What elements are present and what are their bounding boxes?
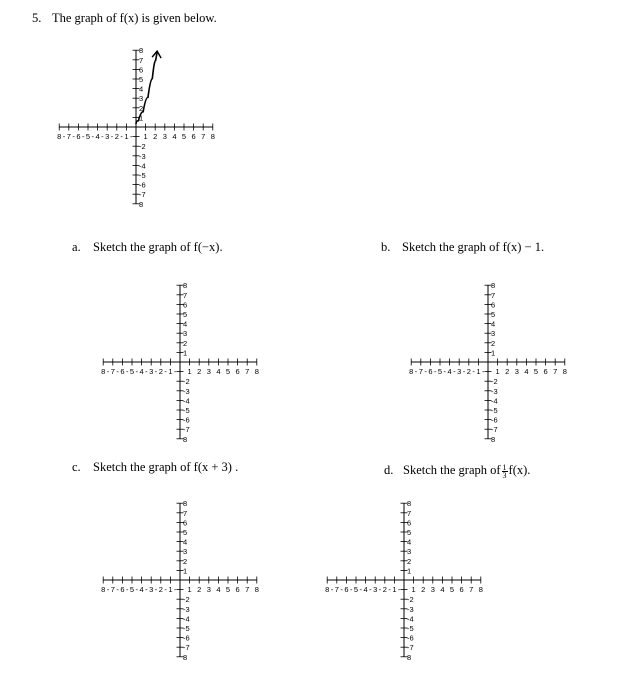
x-tick-dash: -	[349, 585, 353, 594]
x-tick-dash: -	[106, 367, 110, 376]
x-tick-label: 5	[129, 367, 135, 376]
x-tick-label: 2	[505, 367, 510, 376]
x-tick-dash: -	[135, 585, 139, 594]
x-tick-label: 3	[162, 132, 167, 141]
fraction-numerator: 1	[502, 462, 507, 472]
x-tick-dash: -	[369, 585, 372, 594]
x-tick-label: 4	[172, 132, 177, 141]
y-tick-label: 2	[183, 338, 188, 348]
y-tick-label: 4	[183, 537, 188, 547]
y-tick-label: 8	[139, 199, 144, 209]
x-tick-label: 6	[235, 367, 240, 376]
part-b-text: Sketch the graph of f(x) − 1.	[402, 240, 545, 254]
x-tick-dash: -	[72, 132, 75, 141]
y-tick-label: -5	[183, 406, 190, 415]
x-tick-label: 8	[254, 585, 259, 594]
x-tick-dash: -	[145, 367, 148, 376]
x-tick-dash: -	[443, 367, 447, 376]
x-tick-label: 1	[187, 367, 192, 376]
x-tick-label: 4	[363, 585, 368, 594]
x-tick-label: 4	[139, 367, 144, 376]
x-tick-label: 4	[447, 367, 452, 376]
x-tick-dash: -	[414, 367, 418, 376]
y-tick-label: 7	[139, 55, 144, 65]
y-tick-label: -6	[407, 633, 414, 643]
y-tick-label: 1	[183, 566, 188, 576]
part-a-letter: a.	[72, 240, 81, 254]
x-tick-label: 8	[57, 132, 62, 141]
x-tick-dash: -	[397, 585, 401, 594]
x-tick-dash: -	[481, 367, 485, 376]
y-tick-label: -2	[407, 595, 414, 605]
x-tick-label: 6	[235, 585, 240, 594]
x-tick-label: 2	[382, 585, 387, 594]
y-tick-label: 1	[491, 348, 496, 358]
x-tick-dash: -	[116, 585, 119, 594]
x-tick-label: 2	[158, 585, 163, 594]
x-tick-label: 5	[533, 367, 539, 376]
x-tick-dash: -	[388, 585, 391, 594]
fraction-denominator: 3	[502, 470, 507, 480]
one-third-fraction	[502, 464, 508, 479]
x-tick-dash: -	[62, 132, 66, 141]
y-tick-label: 8	[407, 499, 412, 509]
x-tick-label: 5	[129, 585, 135, 594]
part-d-text	[403, 463, 530, 479]
x-tick-dash: -	[340, 585, 343, 594]
y-tick-label: -7	[183, 425, 190, 435]
x-tick-label: 8	[562, 367, 567, 376]
y-tick-label: -7	[407, 643, 414, 653]
y-tick-label: 7	[407, 508, 412, 518]
y-tick-label: -4	[183, 614, 190, 624]
x-tick-dash: -	[472, 367, 475, 376]
coordinate-grid-d	[314, 485, 494, 665]
y-tick-label: 5	[183, 528, 188, 537]
y-tick-label: -4	[139, 161, 146, 171]
x-tick-label: 6	[428, 367, 433, 376]
y-tick-label: -5	[183, 624, 190, 633]
y-tick-label: 3	[183, 547, 188, 557]
y-tick-label: -4	[407, 614, 414, 624]
x-tick-label: 2	[466, 367, 471, 376]
y-tick-label: 1	[183, 348, 188, 358]
y-tick-label: 7	[491, 290, 496, 300]
x-tick-label: 8	[101, 585, 106, 594]
x-tick-label: 8	[478, 585, 483, 594]
y-tick-label: 2	[139, 103, 144, 113]
x-tick-dash: -	[110, 132, 114, 141]
y-tick-label: 6	[183, 300, 188, 310]
x-tick-label: 6	[543, 367, 548, 376]
x-tick-dash: -	[145, 585, 148, 594]
x-tick-label: 3	[149, 367, 154, 376]
y-tick-label: 7	[183, 508, 188, 518]
y-tick-label: 4	[491, 319, 496, 329]
y-tick-label: -4	[491, 396, 498, 406]
y-tick-label: -3	[491, 386, 498, 396]
x-tick-label: 5	[437, 367, 443, 376]
x-tick-dash: -	[330, 585, 334, 594]
y-tick-label: -4	[183, 396, 190, 406]
x-tick-label: 7	[245, 367, 250, 376]
x-tick-dash: -	[164, 367, 167, 376]
coordinate-grid-a	[90, 267, 270, 447]
y-tick-label: 3	[139, 94, 144, 104]
x-tick-dash: -	[116, 367, 119, 376]
y-tick-label: -7	[183, 643, 190, 653]
x-tick-label: 6	[120, 367, 125, 376]
x-tick-dash: -	[81, 132, 85, 141]
y-tick-label: 5	[491, 310, 496, 319]
y-tick-label: 4	[139, 84, 144, 94]
x-tick-label: 4	[139, 585, 144, 594]
x-tick-label: 5	[85, 132, 91, 141]
y-tick-label: 8	[407, 652, 412, 662]
y-tick-label: 8	[183, 281, 188, 291]
x-tick-label: 8	[325, 585, 330, 594]
y-tick-label: 3	[183, 329, 188, 339]
x-tick-dash: -	[120, 132, 123, 141]
x-tick-label: 3	[149, 585, 154, 594]
x-tick-label: 2	[158, 367, 163, 376]
part-c-text: Sketch the graph of f(x + 3) .	[93, 460, 239, 474]
y-tick-label: -3	[183, 386, 190, 396]
x-tick-label: 7	[110, 585, 115, 594]
x-tick-label: 7	[469, 585, 474, 594]
x-tick-label: 1	[143, 132, 148, 141]
x-tick-dash: -	[164, 585, 167, 594]
x-tick-label: 7	[110, 367, 115, 376]
y-tick-label: 4	[183, 319, 188, 329]
part-c-letter: c.	[72, 460, 81, 474]
x-tick-dash: -	[154, 367, 158, 376]
x-tick-label: 1	[187, 585, 192, 594]
x-tick-dash: -	[424, 367, 427, 376]
part-a-text: Sketch the graph of f(−x).	[93, 240, 223, 254]
y-tick-label: 6	[183, 518, 188, 528]
x-tick-label: 5	[225, 585, 231, 594]
y-tick-label: -7	[139, 190, 146, 200]
part-d-text-before: Sketch the graph of	[403, 463, 501, 477]
y-tick-label: 6	[407, 518, 412, 528]
x-tick-label: 6	[76, 132, 81, 141]
x-tick-label: 3	[206, 585, 211, 594]
y-tick-label: -3	[183, 604, 190, 614]
x-tick-dash: -	[462, 367, 466, 376]
y-tick-label: 8	[491, 434, 496, 444]
y-tick-label: 2	[491, 338, 496, 348]
x-tick-label: 8	[101, 367, 106, 376]
x-tick-label: 6	[459, 585, 464, 594]
part-b-letter: b.	[381, 240, 391, 254]
x-tick-label: 7	[201, 132, 206, 141]
y-tick-label: 5	[139, 75, 144, 84]
x-tick-label: 2	[153, 132, 158, 141]
y-tick-label: -2	[183, 377, 190, 387]
y-tick-label: 8	[139, 46, 144, 56]
y-tick-label: 8	[183, 499, 188, 509]
coordinate-grid-c	[90, 485, 270, 665]
x-tick-label: 5	[449, 585, 455, 594]
y-tick-label: -2	[139, 142, 146, 152]
part-d-text-after: f(x).	[508, 463, 531, 477]
x-tick-label: 2	[421, 585, 426, 594]
x-tick-label: 1	[411, 585, 416, 594]
y-tick-label: -6	[491, 415, 498, 425]
x-tick-dash: -	[173, 585, 177, 594]
y-tick-label: -7	[491, 425, 498, 435]
x-tick-label: 1	[168, 367, 173, 376]
x-tick-label: 7	[418, 367, 423, 376]
y-tick-label: 1	[139, 113, 144, 123]
y-tick-label: 6	[491, 300, 496, 310]
x-tick-dash: -	[91, 132, 95, 141]
y-tick-label: -6	[139, 180, 146, 190]
y-tick-label: 8	[491, 281, 496, 291]
y-tick-label: -5	[139, 171, 146, 180]
y-tick-label: -5	[491, 406, 498, 415]
x-tick-label: 5	[353, 585, 359, 594]
x-tick-label: 7	[553, 367, 558, 376]
x-tick-label: 4	[216, 585, 221, 594]
x-tick-label: 1	[476, 367, 481, 376]
x-tick-label: 7	[334, 585, 339, 594]
y-tick-label: 1	[407, 566, 412, 576]
y-tick-label: 3	[491, 329, 496, 339]
x-tick-label: 1	[124, 132, 129, 141]
x-tick-dash: -	[173, 367, 177, 376]
x-tick-dash: -	[101, 132, 104, 141]
x-tick-dash: -	[154, 585, 158, 594]
coordinate-grid-b	[398, 267, 578, 447]
y-tick-label: -6	[183, 415, 190, 425]
x-tick-dash: -	[106, 585, 110, 594]
y-tick-label: -3	[407, 604, 414, 614]
x-tick-dash: -	[359, 585, 363, 594]
x-tick-label: 8	[210, 132, 215, 141]
y-tick-label: 5	[183, 310, 188, 319]
x-tick-dash: -	[135, 367, 139, 376]
y-tick-label: 2	[407, 556, 412, 566]
x-tick-dash: -	[433, 367, 437, 376]
x-tick-label: 8	[409, 367, 414, 376]
x-tick-label: 1	[168, 585, 173, 594]
x-tick-label: 5	[181, 132, 187, 141]
x-tick-label: 3	[206, 367, 211, 376]
y-tick-label: 6	[139, 65, 144, 75]
x-tick-label: 7	[245, 585, 250, 594]
y-tick-label: 7	[183, 290, 188, 300]
x-tick-dash: -	[453, 367, 456, 376]
x-tick-label: 4	[216, 367, 221, 376]
part-d-letter: d.	[384, 463, 394, 477]
x-tick-label: 2	[197, 585, 202, 594]
x-tick-label: 3	[105, 132, 110, 141]
x-tick-label: 5	[225, 367, 231, 376]
x-tick-label: 6	[191, 132, 196, 141]
y-tick-label: -2	[183, 595, 190, 605]
y-tick-label: 8	[183, 652, 188, 662]
x-tick-label: 4	[95, 132, 100, 141]
y-tick-label: 5	[407, 528, 412, 537]
x-tick-label: 6	[344, 585, 349, 594]
x-tick-label: 8	[254, 367, 259, 376]
x-tick-label: 3	[514, 367, 519, 376]
problem-statement: The graph of f(x) is given below.	[52, 11, 217, 25]
y-tick-label: 4	[407, 537, 412, 547]
y-tick-label: 3	[407, 547, 412, 557]
y-tick-label: 2	[183, 556, 188, 566]
x-tick-dash: -	[129, 132, 133, 141]
coordinate-grid-f	[46, 32, 226, 212]
x-tick-dash: -	[125, 585, 129, 594]
x-tick-label: 1	[392, 585, 397, 594]
problem-number: 5.	[32, 11, 42, 25]
x-tick-dash: -	[378, 585, 382, 594]
y-tick-label: -5	[407, 624, 414, 633]
x-tick-label: 7	[66, 132, 71, 141]
x-tick-label: 3	[430, 585, 435, 594]
y-tick-label: -2	[491, 377, 498, 387]
x-tick-dash: -	[125, 367, 129, 376]
x-tick-label: 3	[373, 585, 378, 594]
x-tick-label: 6	[120, 585, 125, 594]
x-tick-label: 2	[197, 367, 202, 376]
x-tick-label: 4	[524, 367, 529, 376]
x-tick-label: 1	[495, 367, 500, 376]
x-tick-label: 3	[457, 367, 462, 376]
x-tick-label: 2	[114, 132, 119, 141]
y-tick-label: 8	[183, 434, 188, 444]
y-tick-label: -6	[183, 633, 190, 643]
x-tick-label: 4	[440, 585, 445, 594]
y-tick-label: -3	[139, 151, 146, 161]
